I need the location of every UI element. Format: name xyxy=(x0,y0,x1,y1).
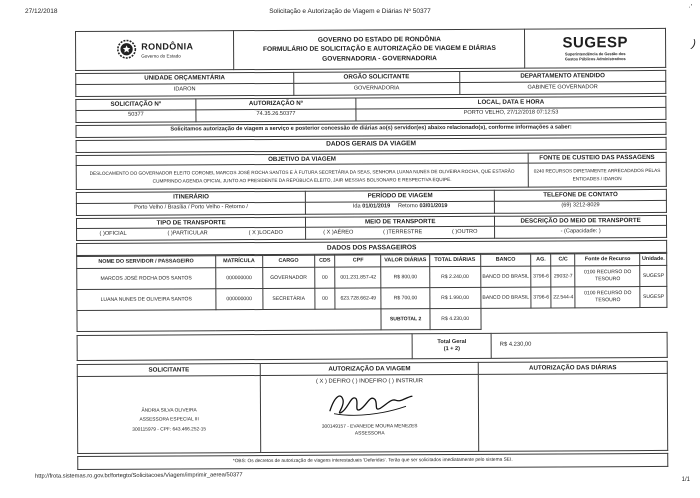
obs-section xyxy=(77,453,668,470)
local-data-hora-value: PORTO VELHO, 27/12/2018 07:12:53 xyxy=(356,107,666,121)
signature-scribble-icon xyxy=(321,387,417,423)
departamento-atendido-value: GABINETE GOVERNADOR xyxy=(460,81,666,94)
opcao-aereo: ( X )AÉREO xyxy=(323,229,354,236)
telefone-contato-value: (69) 3212-8029 xyxy=(495,200,667,213)
col-cargo: CARGO xyxy=(263,256,315,268)
itinerario-label: ITINERÁRIO xyxy=(76,191,305,203)
telefone-contato-label: TELEFONE DE CONTATO xyxy=(495,189,667,201)
objetivo-viagem-label: OBJETIVO DA VIAGEM xyxy=(76,153,528,166)
print-header-date: 27/12/2018 xyxy=(25,8,58,15)
solicitacao-num-label: SOLICITAÇÃO Nº xyxy=(76,99,196,110)
scan-artifact-dot: ·' xyxy=(688,4,692,11)
request-section xyxy=(75,96,666,123)
tipo-transporte-label: TIPO DE TRANSPORTE xyxy=(76,217,305,229)
rondonia-emblem-icon xyxy=(116,39,137,63)
col-valor-diarias: VALOR DIÁRIAS xyxy=(381,255,429,267)
periodo-viagem-value: Ida 01/01/2019 Retorno 03/01/2019 xyxy=(306,201,495,214)
orgao-solicitante-label: ORGÃO SOLICITANTE xyxy=(293,71,459,83)
local-data-hora-label: LOCAL, DATA E HORA xyxy=(356,96,666,108)
objetivo-section xyxy=(76,151,667,189)
total-geral-value: R$ 4.230,00 xyxy=(491,332,667,358)
form-title-block xyxy=(234,29,525,70)
assinaturas-section xyxy=(77,361,668,454)
total-geral-section xyxy=(77,332,668,361)
print-footer-page-number: 1/1 xyxy=(681,477,690,483)
col-cpf: CPF xyxy=(335,255,381,267)
table-row: LUANA NUNES DE OLIVEIRA SANTOS 000000000 SECRETÁRIA 00 623.728.662-49 R$ 700,00 R$ 1.990,00 BANCO DO BRASIL 3796-6 22.544-4 0100 RECURSO DO TESOURO SUGESP xyxy=(77,286,667,310)
opcao-oficial: ( )OFICIAL xyxy=(99,230,127,238)
passageiros-title: DADOS DOS PASSAGEIROS xyxy=(77,241,667,256)
autorizacao-num-value: 74.35.26.50377 xyxy=(196,109,356,122)
col-cc: C/C xyxy=(551,254,575,266)
opcao-terrestre: ( )TERRESTRE xyxy=(383,229,423,236)
orgao-solicitante-value: GOVERNADORIA xyxy=(294,82,460,95)
form-title-line2: FORMULÁRIO DE SOLICITAÇÃO E AUTORIZAÇÃO DE VIAGEM E DIÁRIAS xyxy=(262,45,496,54)
col-ag: AG. xyxy=(531,254,551,266)
solicitante-nome: ÂNDRIA SILVA OLIVEIRA xyxy=(141,408,197,414)
form-header xyxy=(75,28,666,71)
total-geral-label: Total Geral (1 + 2) xyxy=(412,333,491,358)
col-unidade: Unidade. xyxy=(640,254,667,266)
solicitante-cargo: ASSESSORA ESPECIAL III xyxy=(139,417,199,424)
print-header-title: Solicitação e Autorização de Viagem e Diárias Nº 50377 xyxy=(269,8,431,15)
logo-state-name: RONDÔNIA xyxy=(141,41,194,52)
opcao-locado: ( X )LOCADO xyxy=(248,230,283,237)
periodo-viagem-label: PERÍODO DE VIAGEM xyxy=(306,190,495,202)
autorizacao-diarias-cell xyxy=(478,373,667,451)
form-title-line1: GOVERNO DO ESTADO DE RONDÔNIA xyxy=(317,35,441,44)
itinerario-value: Porto Velho / Brasília / Porto Velho - Retorno / xyxy=(76,202,305,215)
rondonia-logo xyxy=(76,31,235,71)
solicitante-cell xyxy=(77,376,261,454)
descricao-meio-value: - (Capacidade: ) xyxy=(495,226,667,239)
transporte-section xyxy=(76,214,667,241)
sugesp-name: SUGESP xyxy=(562,34,629,52)
col-nome: NOME DO SERVIDOR / PASSAGEIRO xyxy=(77,256,216,268)
scan-artifact-mark: ) xyxy=(691,37,697,51)
col-matricula: MATRÍCULA xyxy=(215,256,262,268)
autorizador-viagem-nome: 300149157 - EVANEIDE MOURA MENEZES xyxy=(321,424,418,430)
subtotal-label: SUBTOTAL 2 xyxy=(381,309,429,330)
data-retorno: 03/01/2019 xyxy=(419,203,448,210)
passageiros-table xyxy=(76,253,667,332)
print-footer-url: http://frota.sistemas.ro.gov.br/fortegto/Solicitacoes/Viagem/imprimir_aerea/50377 xyxy=(34,472,243,480)
decisao-viagem: ( X ) DEFIRO ( ) INDEFIRO ( ) INSTRUIR xyxy=(315,378,423,385)
descricao-meio-label: DESCRIÇÃO DO MEIO DE TRANSPORTE xyxy=(495,215,667,227)
col-fonte-recurso: Fonte de Recurso xyxy=(575,254,640,266)
opcao-outro: ( )OUTRO xyxy=(451,229,478,236)
departamento-atendido-label: DEPARTAMENTO ATENDIDO xyxy=(459,70,665,82)
unidade-orcamentaria-value: IDARON xyxy=(76,83,294,96)
opcao-particular: ( )PARTICULAR xyxy=(167,230,208,237)
autorizacao-diarias-label: AUTORIZAÇÃO DAS DIÁRIAS xyxy=(478,361,667,374)
form-title-line3: GOVERNADORIA - GOVERNADORIA xyxy=(322,54,437,63)
org-section xyxy=(75,70,666,97)
obs-text: *OBS: Os decretos de autorização de viagens interestaduais 'Deferidas'. Terão que ser solicitados imediatamente pelo sistema SEI. xyxy=(78,453,668,469)
logo-state-sub: Governo do Estado xyxy=(141,53,181,59)
autorizador-viagem-cargo: ASSESSORA xyxy=(354,431,385,437)
autorizacao-viagem-cell xyxy=(261,374,479,452)
dados-gerais-title: DADOS GERAIS DA VIAGEM xyxy=(76,137,666,152)
fonte-custeio-label: FONTE DE CUSTEIO DAS PASSAGENS xyxy=(528,152,666,163)
itinerario-section xyxy=(76,189,667,216)
form-document xyxy=(75,28,668,470)
autorizacao-viagem-label: AUTORIZAÇÃO DA VIAGEM xyxy=(260,362,478,375)
intro-text: Solicitamos autorização de viagem a serviço e posterior concessão de diárias ao(s) servidor(es) abaixo relacionado(s), conforme informações a saber: xyxy=(76,122,666,137)
unidade-orcamentaria-label: UNIDADE ORÇAMENTÁRIA xyxy=(76,72,294,84)
objetivo-viagem-value: DESLOCAMENTO DO GOVERNADOR ELEITO CORONEL MARCOS JOSÉ ROCHA SANTOS E À FUTURA SECRETÁRIA DA SEAS, SENHORA LUANA NUNES DE OLIVEIRA ROCHA, QUE ESTARÃO CUMPRINDO AGENDA OFICIAL JUNTO AO PRESIDENTE DA REPÚBLICA ELEITO, JAIR MESSIAS BOLSONARO E RESPECTIVA EQUIPE. xyxy=(76,163,528,189)
table-row: MARCOS JOSÉ ROCHA DOS SANTOS 000000000 GOVERNADOR 00 001.231.857-42 R$ 800,00 R$ 2.240,00 BANCO DO BRASIL 3796-6 29032-7 0100 RECURSO DO TESOURO SUGESP xyxy=(77,265,667,289)
intro-row xyxy=(75,121,666,137)
subtotal-value: R$ 4.230,00 xyxy=(430,308,481,329)
solicitante-id: 300115979 - CPF: 643.466.252-15 xyxy=(132,426,207,433)
dados-gerais-header xyxy=(76,136,667,152)
col-total-diarias: TOTAL DIÁRIAS xyxy=(429,255,480,267)
autorizacao-num-label: AUTORIZAÇÃO Nº xyxy=(196,98,356,110)
solicitacao-num-value: 50377 xyxy=(76,109,196,122)
subtotal-row xyxy=(77,307,667,331)
sugesp-subtitle: Superintendência de Gestão dos Gastos Públicos Administrativos xyxy=(564,51,626,62)
tipo-transporte-options xyxy=(77,228,306,241)
meio-transporte-options xyxy=(306,227,495,240)
data-ida: 01/01/2019 xyxy=(362,203,391,210)
col-cds: CDS xyxy=(314,255,335,267)
meio-transporte-label: MEIO DE TRANSPORTE xyxy=(306,216,495,228)
sugesp-logo xyxy=(525,28,666,68)
fonte-custeio-value: 0240 RECURSOS DIRETAMENTE ARRECADADOS PELAS ENTIDADES / IDARON xyxy=(528,163,666,187)
solicitante-label: SOLICITANTE xyxy=(77,364,260,377)
subtotal-spacer xyxy=(77,309,382,332)
col-banco: BANCO xyxy=(480,254,531,266)
total-empty-box xyxy=(77,334,412,361)
